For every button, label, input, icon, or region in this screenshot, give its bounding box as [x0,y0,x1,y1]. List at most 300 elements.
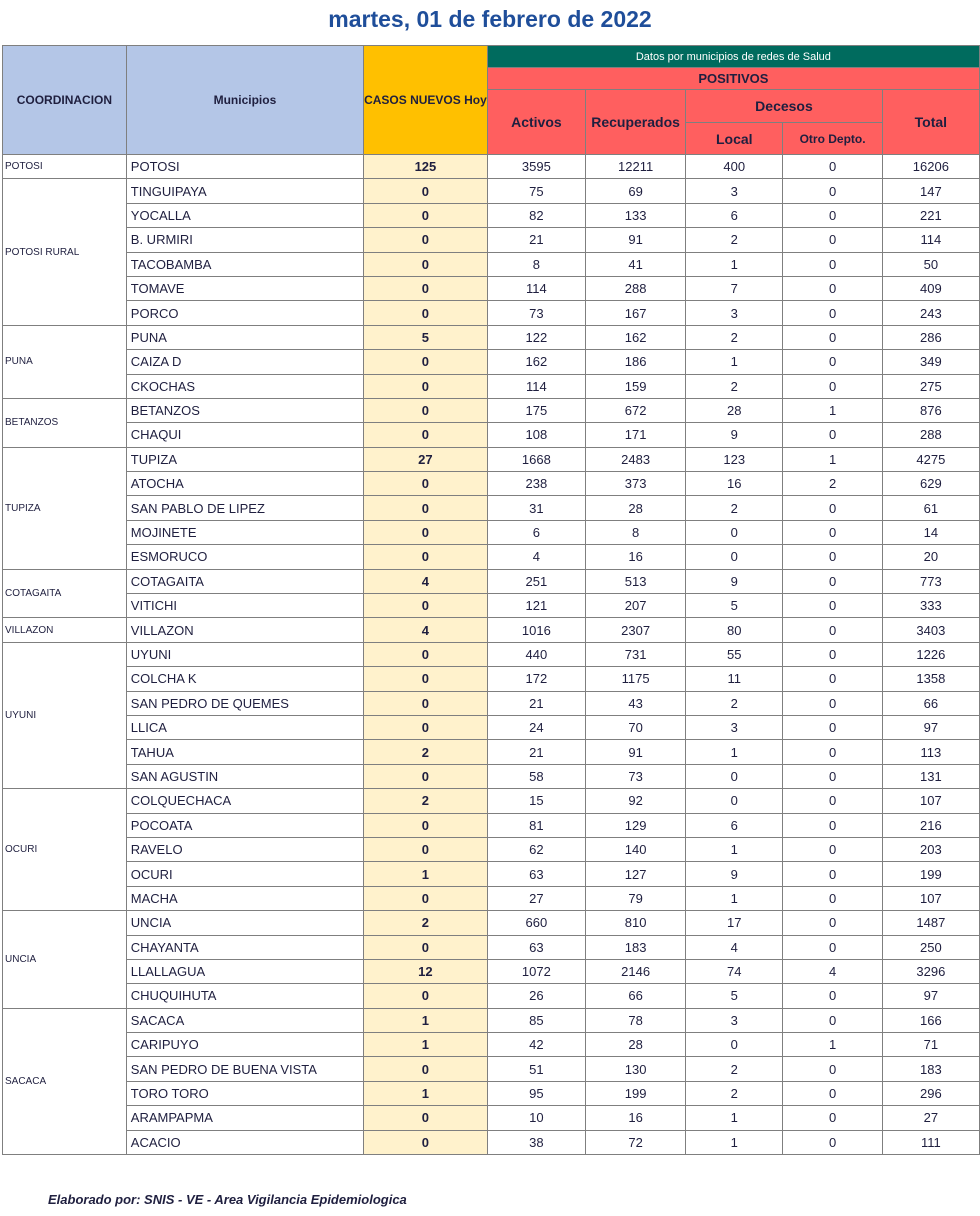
decesos-local-cell: 3 [686,715,783,739]
table-row [3,667,980,691]
activos-cell: 75 [487,179,585,203]
recuperados-cell: 810 [586,911,686,935]
casos-nuevos-cell: 2 [364,740,488,764]
recuperados-cell: 91 [586,740,686,764]
table-row [3,203,980,227]
decesos-otro-cell: 0 [783,618,882,642]
recuperados-cell: 133 [586,203,686,227]
decesos-local-cell: 1 [686,740,783,764]
municipio-cell: CAIZA D [126,350,363,374]
casos-nuevos-cell: 0 [364,837,488,861]
table-row [3,886,980,910]
table-row [3,350,980,374]
total-cell: 243 [882,301,979,325]
table-row [3,618,980,642]
casos-nuevos-cell: 12 [364,959,488,983]
total-cell: 107 [882,886,979,910]
decesos-otro-cell: 0 [783,301,882,325]
casos-nuevos-cell: 0 [364,276,488,300]
casos-nuevos-cell: 0 [364,520,488,544]
total-cell: 876 [882,398,979,422]
coordinacion-cell: TUPIZA [3,447,127,569]
decesos-local-cell: 400 [686,155,783,179]
total-cell: 286 [882,325,979,349]
table-row [3,155,980,179]
recuperados-cell: 140 [586,837,686,861]
casos-nuevos-cell: 0 [364,496,488,520]
casos-nuevos-cell: 0 [364,813,488,837]
municipio-cell: COTAGAITA [126,569,363,593]
coordinacion-cell: POTOSI [3,155,127,179]
decesos-otro-cell: 0 [783,1081,882,1105]
total-cell: 113 [882,740,979,764]
activos-cell: 4 [487,545,585,569]
casos-nuevos-cell: 2 [364,911,488,935]
decesos-local-cell: 0 [686,789,783,813]
total-cell: 203 [882,837,979,861]
recuperados-cell: 16 [586,545,686,569]
activos-cell: 121 [487,594,585,618]
header-total: Total [882,90,979,155]
decesos-local-cell: 1 [686,252,783,276]
activos-cell: 114 [487,374,585,398]
municipio-cell: SAN PEDRO DE BUENA VISTA [126,1057,363,1081]
decesos-otro-cell: 0 [783,569,882,593]
total-cell: 216 [882,813,979,837]
decesos-local-cell: 11 [686,667,783,691]
municipio-cell: POTOSI [126,155,363,179]
municipio-cell: TINGUIPAYA [126,179,363,203]
casos-nuevos-cell: 1 [364,1008,488,1032]
header-recuperados: Recuperados [586,90,686,155]
casos-nuevos-cell: 0 [364,594,488,618]
footer-credit: Elaborado por: SNIS - VE - Area Vigilancia Epidemiologica [48,1192,407,1207]
recuperados-cell: 2483 [586,447,686,471]
activos-cell: 21 [487,740,585,764]
decesos-local-cell: 5 [686,984,783,1008]
table-row [3,984,980,1008]
decesos-otro-cell: 0 [783,496,882,520]
activos-cell: 6 [487,520,585,544]
activos-cell: 21 [487,228,585,252]
table-row [3,252,980,276]
table-row [3,691,980,715]
activos-cell: 31 [487,496,585,520]
casos-nuevos-cell: 0 [364,252,488,276]
municipio-cell: TUPIZA [126,447,363,471]
casos-nuevos-cell: 4 [364,618,488,642]
municipio-cell: ARAMPAPMA [126,1106,363,1130]
decesos-otro-cell: 0 [783,911,882,935]
recuperados-cell: 159 [586,374,686,398]
coordinacion-cell: UNCIA [3,911,127,1009]
total-cell: 97 [882,984,979,1008]
municipio-cell: SAN PABLO DE LIPEZ [126,496,363,520]
decesos-local-cell: 3 [686,301,783,325]
casos-nuevos-cell: 0 [364,1130,488,1154]
recuperados-cell: 199 [586,1081,686,1105]
table-row [3,569,980,593]
recuperados-cell: 28 [586,1033,686,1057]
decesos-otro-cell: 0 [783,252,882,276]
table-row [3,1008,980,1032]
municipio-cell: CHAQUI [126,423,363,447]
decesos-otro-cell: 0 [783,1008,882,1032]
municipio-cell: CARIPUYO [126,1033,363,1057]
recuperados-cell: 129 [586,813,686,837]
casos-nuevos-cell: 0 [364,423,488,447]
decesos-otro-cell: 0 [783,1106,882,1130]
municipio-cell: MACHA [126,886,363,910]
header-otro-depto: Otro Depto. [783,123,882,155]
total-cell: 1487 [882,911,979,935]
total-cell: 250 [882,935,979,959]
decesos-local-cell: 2 [686,1057,783,1081]
coordinacion-cell: PUNA [3,325,127,398]
activos-cell: 15 [487,789,585,813]
table-row [3,228,980,252]
decesos-otro-cell: 0 [783,545,882,569]
decesos-otro-cell: 0 [783,423,882,447]
decesos-otro-cell: 0 [783,740,882,764]
activos-cell: 62 [487,837,585,861]
coordinacion-cell: UYUNI [3,642,127,788]
recuperados-cell: 672 [586,398,686,422]
municipio-cell: UYUNI [126,642,363,666]
decesos-otro-cell: 0 [783,935,882,959]
recuperados-cell: 43 [586,691,686,715]
table-row [3,472,980,496]
decesos-otro-cell: 0 [783,1057,882,1081]
decesos-otro-cell: 0 [783,764,882,788]
recuperados-cell: 92 [586,789,686,813]
decesos-otro-cell: 0 [783,715,882,739]
recuperados-cell: 130 [586,1057,686,1081]
table-row [3,1130,980,1154]
recuperados-cell: 373 [586,472,686,496]
table-row [3,959,980,983]
activos-cell: 162 [487,350,585,374]
header-decesos: Decesos [686,90,883,123]
table-row [3,179,980,203]
casos-nuevos-cell: 0 [364,1057,488,1081]
recuperados-cell: 171 [586,423,686,447]
covid-cases-table [2,45,980,1155]
municipio-cell: ACACIO [126,1130,363,1154]
recuperados-cell: 162 [586,325,686,349]
decesos-local-cell: 0 [686,520,783,544]
total-cell: 111 [882,1130,979,1154]
header-casos-nuevos: CASOS NUEVOS Hoy [364,46,488,155]
table-row [3,935,980,959]
header-positivos: POSITIVOS [487,68,979,90]
total-cell: 3296 [882,959,979,983]
municipio-cell: TOMAVE [126,276,363,300]
decesos-local-cell: 74 [686,959,783,983]
decesos-local-cell: 16 [686,472,783,496]
casos-nuevos-cell: 0 [364,667,488,691]
table-row [3,1106,980,1130]
coordinacion-cell: COTAGAITA [3,569,127,618]
decesos-local-cell: 9 [686,862,783,886]
municipio-cell: RAVELO [126,837,363,861]
decesos-local-cell: 2 [686,228,783,252]
recuperados-cell: 66 [586,984,686,1008]
activos-cell: 660 [487,911,585,935]
recuperados-cell: 72 [586,1130,686,1154]
recuperados-cell: 186 [586,350,686,374]
table-row [3,594,980,618]
coordinacion-cell: BETANZOS [3,398,127,447]
decesos-local-cell: 6 [686,203,783,227]
table-row [3,715,980,739]
recuperados-cell: 1175 [586,667,686,691]
casos-nuevos-cell: 4 [364,569,488,593]
table-row [3,813,980,837]
coordinacion-cell: POTOSI RURAL [3,179,127,325]
activos-cell: 42 [487,1033,585,1057]
municipio-cell: VITICHI [126,594,363,618]
decesos-local-cell: 1 [686,350,783,374]
decesos-otro-cell: 0 [783,276,882,300]
decesos-otro-cell: 0 [783,813,882,837]
decesos-otro-cell: 0 [783,203,882,227]
casos-nuevos-cell: 1 [364,1033,488,1057]
decesos-local-cell: 1 [686,1106,783,1130]
decesos-otro-cell: 0 [783,862,882,886]
activos-cell: 238 [487,472,585,496]
decesos-otro-cell: 0 [783,228,882,252]
table-row [3,789,980,813]
decesos-otro-cell: 1 [783,398,882,422]
decesos-local-cell: 7 [686,276,783,300]
decesos-otro-cell: 0 [783,642,882,666]
total-cell: 349 [882,350,979,374]
municipio-cell: POCOATA [126,813,363,837]
total-cell: 288 [882,423,979,447]
table-row [3,374,980,398]
recuperados-cell: 2146 [586,959,686,983]
activos-cell: 51 [487,1057,585,1081]
decesos-otro-cell: 0 [783,374,882,398]
recuperados-cell: 167 [586,301,686,325]
decesos-local-cell: 1 [686,1130,783,1154]
activos-cell: 10 [487,1106,585,1130]
decesos-otro-cell: 1 [783,1033,882,1057]
casos-nuevos-cell: 0 [364,545,488,569]
casos-nuevos-cell: 0 [364,886,488,910]
municipio-cell: CHAYANTA [126,935,363,959]
decesos-local-cell: 0 [686,764,783,788]
decesos-local-cell: 6 [686,813,783,837]
decesos-otro-cell: 0 [783,1130,882,1154]
activos-cell: 1016 [487,618,585,642]
municipio-cell: ESMORUCO [126,545,363,569]
recuperados-cell: 127 [586,862,686,886]
casos-nuevos-cell: 1 [364,862,488,886]
total-cell: 50 [882,252,979,276]
table-row [3,325,980,349]
total-cell: 107 [882,789,979,813]
activos-cell: 58 [487,764,585,788]
table-row [3,1033,980,1057]
activos-cell: 114 [487,276,585,300]
decesos-local-cell: 4 [686,935,783,959]
casos-nuevos-cell: 0 [364,350,488,374]
recuperados-cell: 513 [586,569,686,593]
casos-nuevos-cell: 0 [364,691,488,715]
activos-cell: 1668 [487,447,585,471]
casos-nuevos-cell: 0 [364,374,488,398]
decesos-otro-cell: 0 [783,520,882,544]
total-cell: 71 [882,1033,979,1057]
recuperados-cell: 2307 [586,618,686,642]
casos-nuevos-cell: 0 [364,472,488,496]
table-row [3,911,980,935]
activos-cell: 3595 [487,155,585,179]
activos-cell: 38 [487,1130,585,1154]
table-row [3,862,980,886]
total-cell: 131 [882,764,979,788]
table-row [3,837,980,861]
decesos-otro-cell: 0 [783,155,882,179]
municipio-cell: UNCIA [126,911,363,935]
recuperados-cell: 79 [586,886,686,910]
decesos-local-cell: 80 [686,618,783,642]
table-row [3,764,980,788]
decesos-local-cell: 2 [686,325,783,349]
activos-cell: 85 [487,1008,585,1032]
decesos-otro-cell: 0 [783,837,882,861]
municipio-cell: LLALLAGUA [126,959,363,983]
recuperados-cell: 70 [586,715,686,739]
recuperados-cell: 207 [586,594,686,618]
table-row [3,301,980,325]
recuperados-cell: 91 [586,228,686,252]
municipio-cell: TAHUA [126,740,363,764]
municipio-cell: PORCO [126,301,363,325]
casos-nuevos-cell: 0 [364,228,488,252]
decesos-otro-cell: 0 [783,886,882,910]
total-cell: 147 [882,179,979,203]
table-row [3,642,980,666]
municipio-cell: VILLAZON [126,618,363,642]
total-cell: 14 [882,520,979,544]
total-cell: 199 [882,862,979,886]
decesos-otro-cell: 0 [783,350,882,374]
casos-nuevos-cell: 0 [364,1106,488,1130]
table-row [3,496,980,520]
table-row [3,545,980,569]
recuperados-cell: 731 [586,642,686,666]
municipio-cell: CHUQUIHUTA [126,984,363,1008]
recuperados-cell: 41 [586,252,686,276]
table-row [3,398,980,422]
decesos-local-cell: 123 [686,447,783,471]
decesos-otro-cell: 0 [783,667,882,691]
casos-nuevos-cell: 2 [364,789,488,813]
casos-nuevos-cell: 0 [364,642,488,666]
activos-cell: 63 [487,935,585,959]
municipio-cell: SAN PEDRO DE QUEMES [126,691,363,715]
total-cell: 333 [882,594,979,618]
municipio-cell: TORO TORO [126,1081,363,1105]
total-cell: 296 [882,1081,979,1105]
decesos-otro-cell: 4 [783,959,882,983]
decesos-local-cell: 17 [686,911,783,935]
decesos-local-cell: 1 [686,886,783,910]
report-title: martes, 01 de febrero de 2022 [328,6,652,32]
total-cell: 66 [882,691,979,715]
recuperados-cell: 28 [586,496,686,520]
municipio-cell: PUNA [126,325,363,349]
activos-cell: 73 [487,301,585,325]
casos-nuevos-cell: 0 [364,398,488,422]
table-row [3,1081,980,1105]
table-row [3,740,980,764]
activos-cell: 1072 [487,959,585,983]
activos-cell: 440 [487,642,585,666]
table-row [3,447,980,471]
decesos-local-cell: 2 [686,496,783,520]
activos-cell: 27 [487,886,585,910]
total-cell: 16206 [882,155,979,179]
coordinacion-cell: VILLAZON [3,618,127,642]
decesos-local-cell: 1 [686,837,783,861]
table-row [3,423,980,447]
total-cell: 183 [882,1057,979,1081]
table-header [3,46,980,155]
municipio-cell: COLCHA K [126,667,363,691]
decesos-local-cell: 3 [686,1008,783,1032]
total-cell: 166 [882,1008,979,1032]
recuperados-cell: 288 [586,276,686,300]
coordinacion-cell: SACACA [3,1008,127,1154]
municipio-cell: OCURI [126,862,363,886]
table-body [3,155,980,1155]
total-cell: 409 [882,276,979,300]
casos-nuevos-cell: 0 [364,715,488,739]
header-coordinacion: COORDINACION [3,46,127,155]
recuperados-cell: 183 [586,935,686,959]
decesos-local-cell: 55 [686,642,783,666]
decesos-otro-cell: 0 [783,594,882,618]
decesos-otro-cell: 0 [783,984,882,1008]
casos-nuevos-cell: 0 [364,984,488,1008]
casos-nuevos-cell: 27 [364,447,488,471]
decesos-local-cell: 9 [686,569,783,593]
activos-cell: 26 [487,984,585,1008]
decesos-otro-cell: 0 [783,325,882,349]
casos-nuevos-cell: 0 [364,179,488,203]
decesos-local-cell: 2 [686,1081,783,1105]
recuperados-cell: 8 [586,520,686,544]
total-cell: 61 [882,496,979,520]
total-cell: 4275 [882,447,979,471]
activos-cell: 175 [487,398,585,422]
casos-nuevos-cell: 1 [364,1081,488,1105]
header-datos-municipios: Datos por municipios de redes de Salud [487,46,979,68]
header-local: Local [686,123,783,155]
total-cell: 221 [882,203,979,227]
activos-cell: 251 [487,569,585,593]
casos-nuevos-cell: 0 [364,203,488,227]
activos-cell: 122 [487,325,585,349]
header-activos: Activos [487,90,585,155]
activos-cell: 95 [487,1081,585,1105]
decesos-local-cell: 0 [686,1033,783,1057]
recuperados-cell: 78 [586,1008,686,1032]
